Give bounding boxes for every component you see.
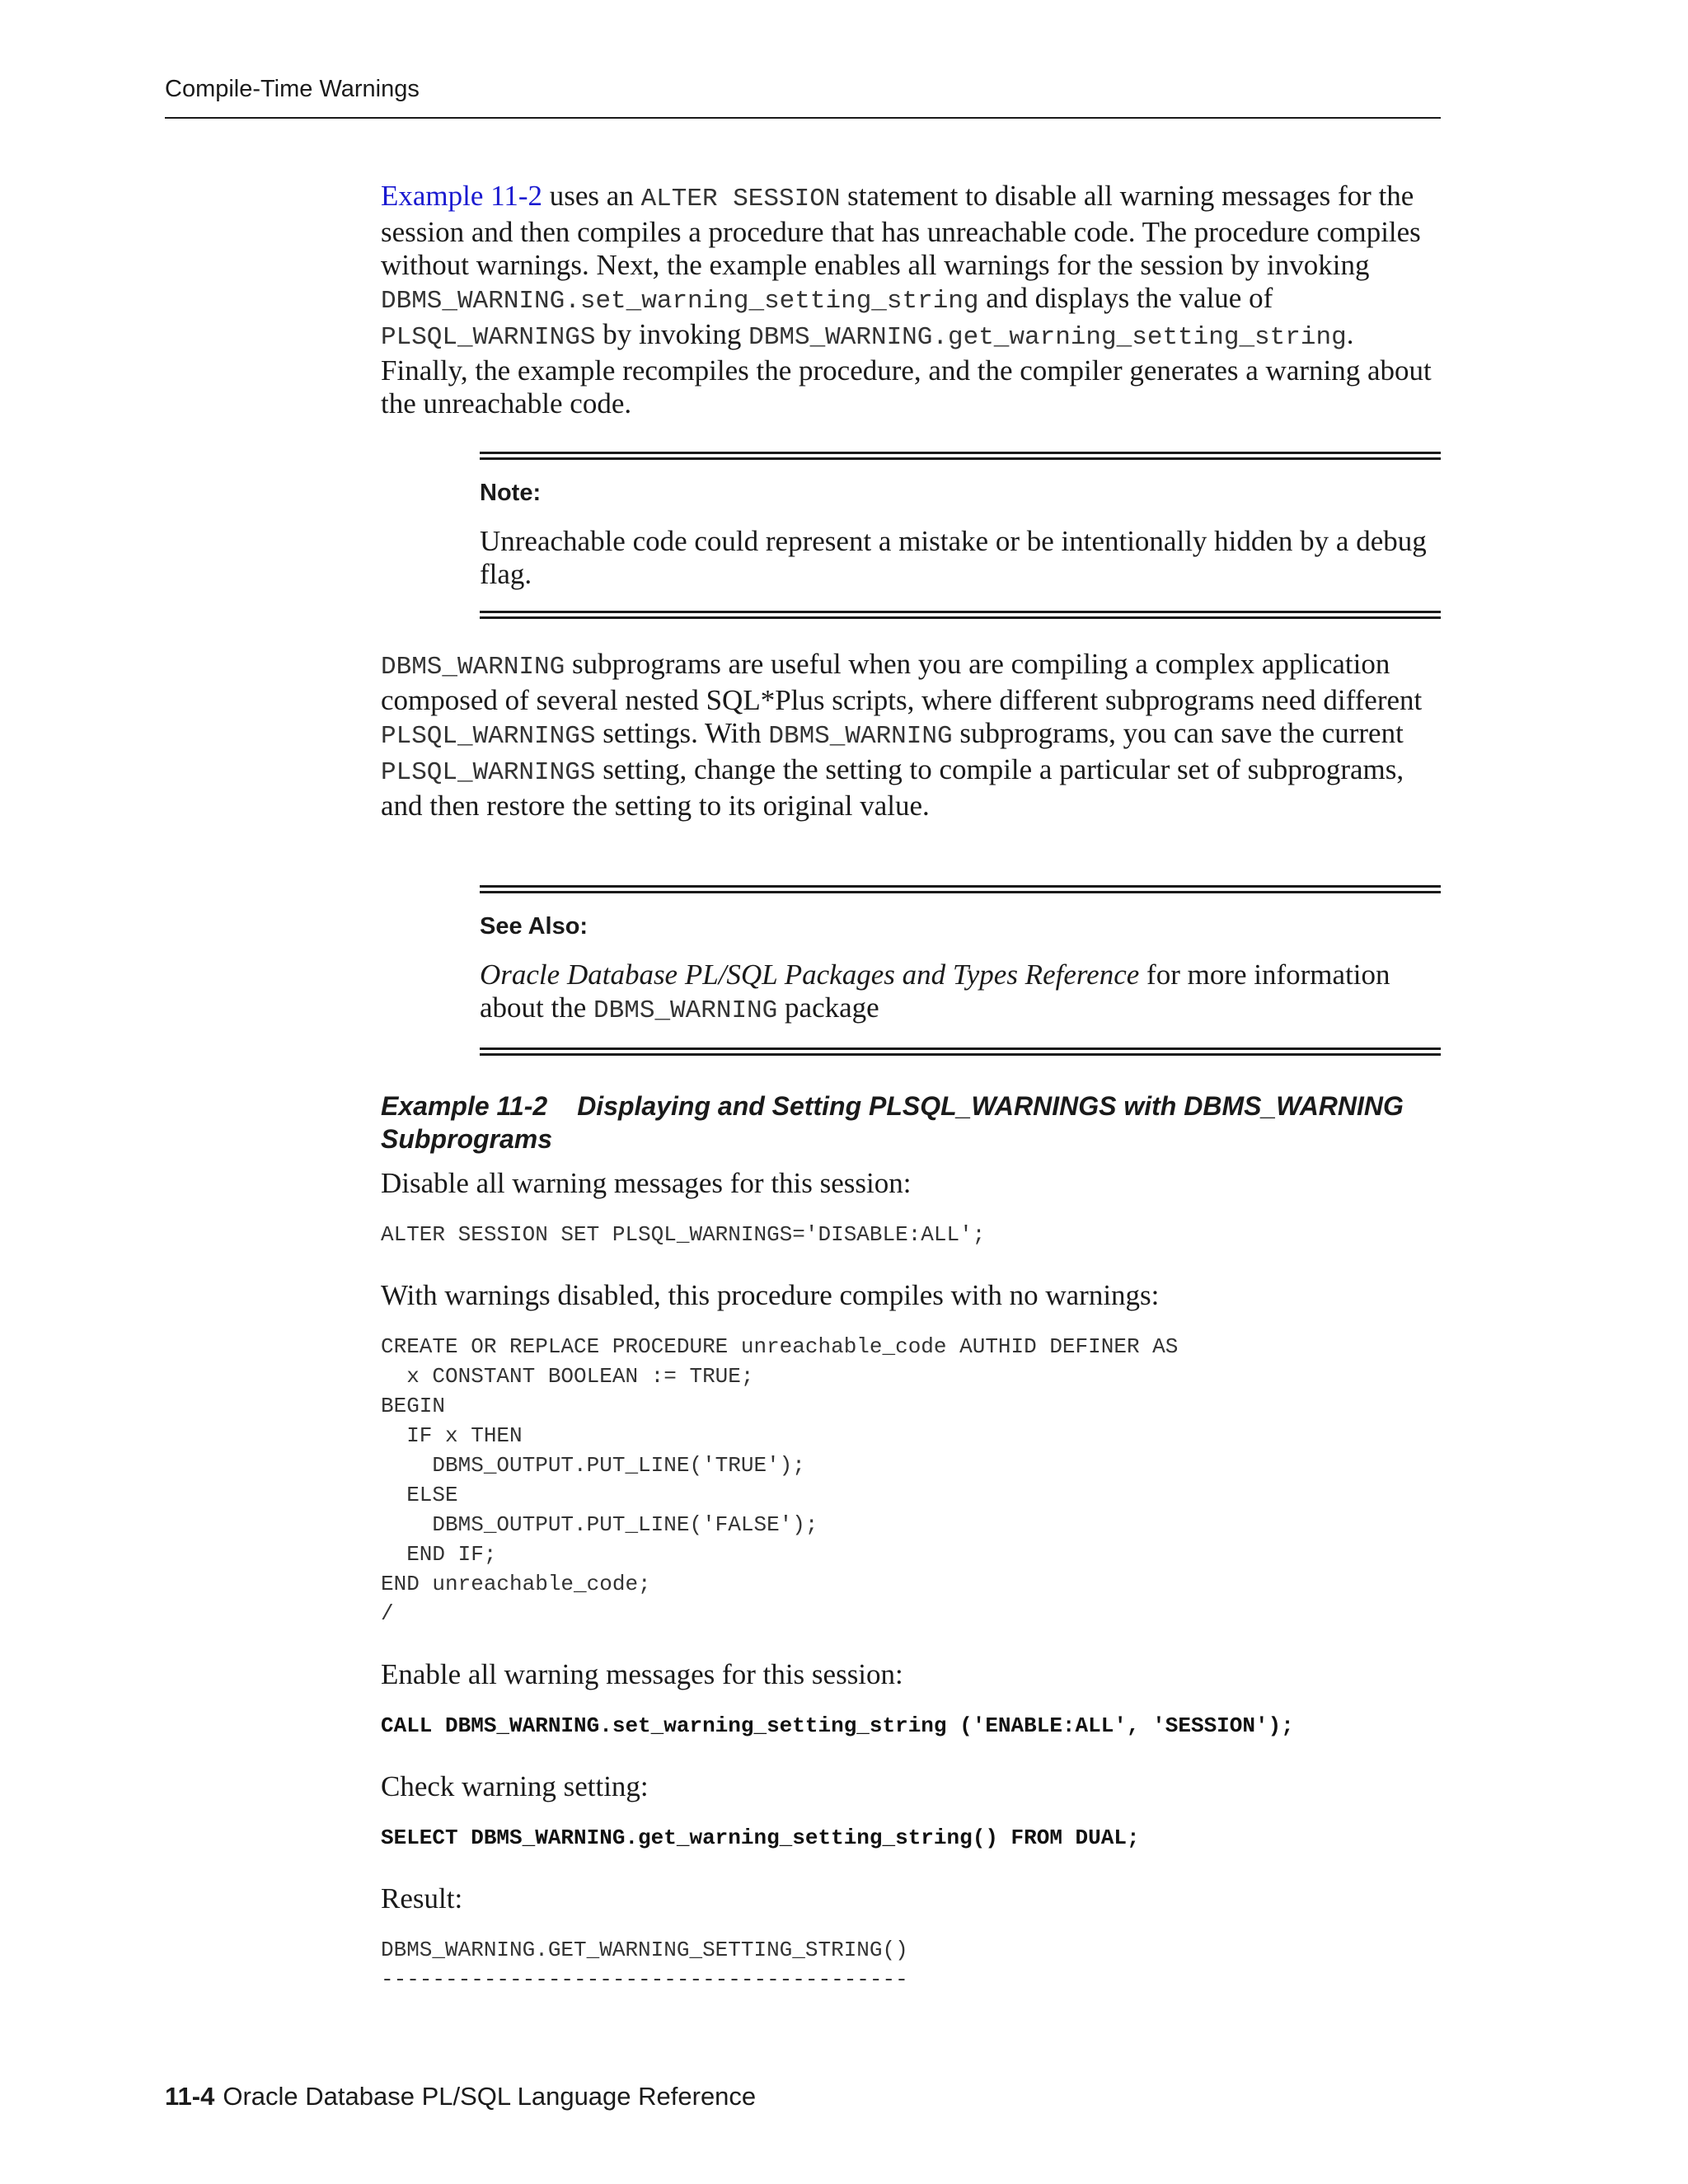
para2-text-2: settings. With [595,717,769,749]
see-also-title: See Also: [480,913,588,940]
book-title: Oracle Database PL/SQL Language Reference [223,2082,757,2111]
code-plsql-warnings: PLSQL_WARNINGS [381,722,596,751]
step-disable-text: Disable all warning messages for this session: [381,1167,912,1199]
page-number: 11-4 [165,2082,215,2111]
example-caption: Displaying and Setting PLSQL_WARNINGS with DBMS_WARNING Subprograms [381,1091,1404,1154]
intro-text-2: statement to disable all warning messages for the session and then compiles a procedure that has unreachable code. The procedure compiles without warnings. Next, the example enables all warnings for the session by invoking [381,180,1421,281]
code-block-set-warning: CALL DBMS_WARNING.set_warning_setting_string ('ENABLE:ALL', 'SESSION'); [381,1713,1294,1738]
example-label: Example 11-2 [381,1091,548,1121]
see-also-text [480,958,1441,1028]
intro-paragraph [381,180,1444,420]
note-bottom-rule [480,611,1441,619]
intro-text-5: . Finally, the example recompiles the procedure, and the compiler generates a warning about the unreachable code. [381,318,1432,419]
see-also-bottom-rule [480,1047,1441,1056]
code-block-result: DBMS_WARNING.GET_WARNING_SETTING_STRING() ----------------------------------------- [381,1938,908,1992]
code-block-alter-session: ALTER SESSION SET PLSQL_WARNINGS='DISABLE:ALL'; [381,1222,986,1247]
para2-text-1: subprograms are useful when you are compiling a complex application composed of several nested SQL*Plus scripts, where different subprograms need different [381,648,1423,716]
note-text: Unreachable code could represent a mistake or be intentionally hidden by a debug flag. [480,525,1427,590]
book-title-link[interactable]: Oracle Database PL/SQL Packages and Types Reference [480,958,1140,991]
running-header: Compile-Time Warnings [165,76,420,102]
see-also-top-rule [480,885,1441,893]
step-enable-text: Enable all warning messages for this session: [381,1658,903,1690]
para2-text-3: subprograms, you can save the current [952,717,1404,749]
header-rule [165,117,1441,119]
code-plsql-warnings: PLSQL_WARNINGS [381,323,596,352]
code-alter-session: ALTER SESSION [640,185,841,213]
code-dbms-warning: DBMS_WARNING [768,722,953,751]
see-also-text-1: for more information about the [480,958,1390,1024]
page-footer [165,2082,756,2111]
note-box [480,452,1441,619]
step-result-text: Result: [381,1882,463,1915]
step-compile-text: With warnings disabled, this procedure compiles with no warnings: [381,1279,1160,1311]
code-block-create-procedure: CREATE OR REPLACE PROCEDURE unreachable_code AUTHID DEFINER AS x CONSTANT BOOLEAN := TRUE; BEGIN IF x THEN DBMS_OUTPUT.PUT_LINE('TRUE'); ELSE DBMS_OUTPUT.PUT_LINE('FALSE'); END IF; END unreachable_code; / [381,1334,1179,1626]
see-also-box [480,885,1441,1056]
intro-text-1: uses an [542,180,641,212]
see-also-text-2: package [777,991,879,1024]
code-block-get-warning: SELECT DBMS_WARNING.get_warning_setting_string() FROM DUAL; [381,1825,1140,1850]
intro-text-3: and displays the value of [978,282,1273,314]
para2-text-4: setting, change the setting to compile a particular set of subprograms, and then restore the setting to its original value. [381,753,1404,822]
code-plsql-warnings: PLSQL_WARNINGS [381,758,596,787]
example-11-2-link[interactable]: Example 11-2 [381,180,543,212]
dbms-warning-paragraph [381,648,1444,823]
example-title [381,1090,1444,1155]
code-set-warning-setting-string: DBMS_WARNING.set_warning_setting_string [381,287,979,316]
intro-text-4: by invoking [595,318,749,350]
code-dbms-warning: DBMS_WARNING [593,996,778,1025]
note-top-rule [480,452,1441,460]
code-get-warning-setting-string: DBMS_WARNING.get_warning_setting_string [748,323,1347,352]
code-dbms-warning: DBMS_WARNING [381,653,565,682]
step-check-text: Check warning setting: [381,1770,649,1802]
note-title: Note: [480,480,542,506]
